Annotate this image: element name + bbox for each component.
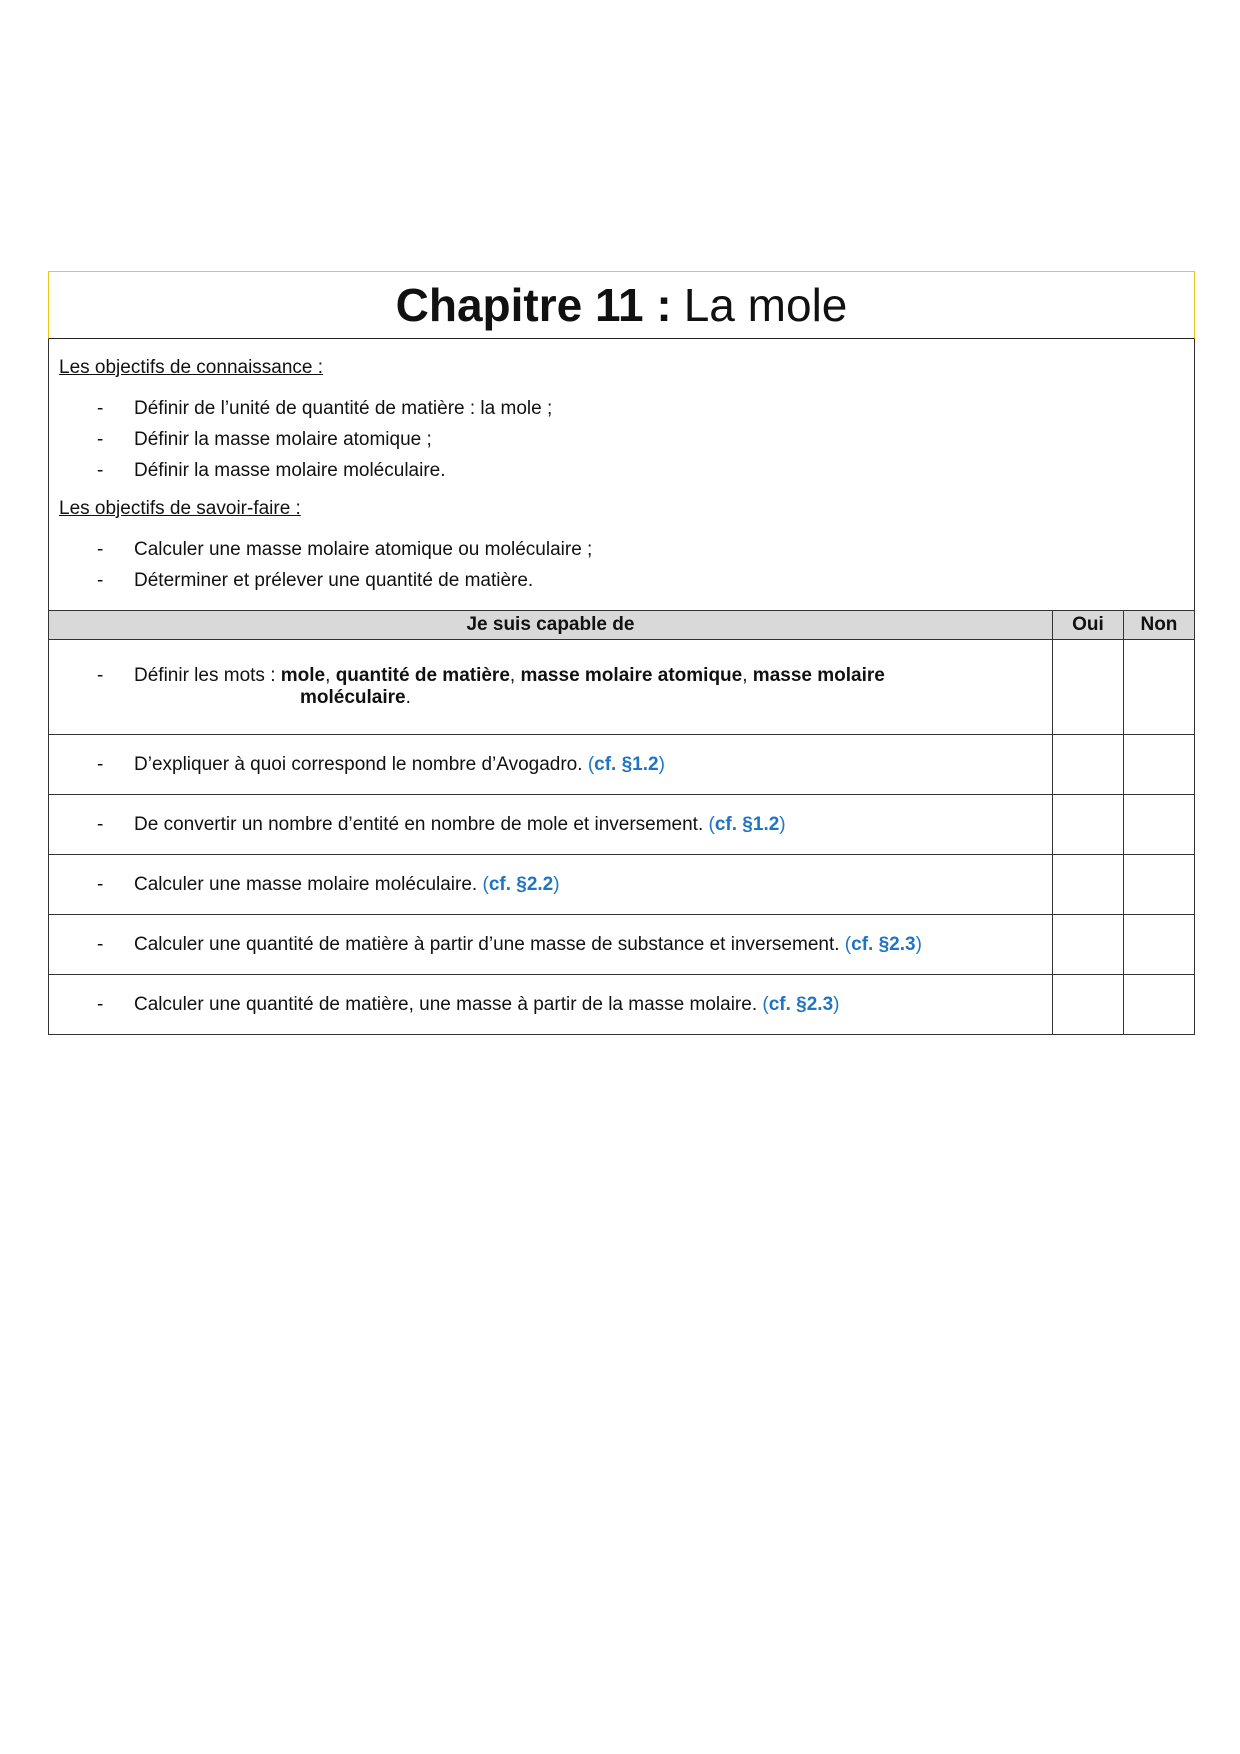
- section-reference: (cf. §1.2): [587, 753, 665, 775]
- self-assessment-table: [48, 610, 1195, 1035]
- header-oui: Oui: [1052, 611, 1123, 640]
- section-reference: (cf. §1.2): [708, 813, 786, 835]
- table-row: [49, 640, 1195, 735]
- skill-cell: - D’expliquer à quoi correspond le nombre d’Avogadro. (cf. §1.2): [49, 735, 1053, 795]
- table-header-row: [49, 611, 1195, 640]
- chapter-title: [48, 271, 1195, 339]
- worksheet: [48, 271, 1195, 1035]
- skill-cell: - Calculer une quantité de matière, une masse à partir de la masse molaire. (cf. §2.3): [49, 975, 1053, 1035]
- objectives-section: [48, 339, 1195, 610]
- non-checkbox-cell[interactable]: [1123, 640, 1194, 735]
- oui-checkbox-cell[interactable]: [1052, 855, 1123, 915]
- header-capable: Je suis capable de: [49, 611, 1053, 640]
- skill-cell: - Définir les mots : mole, quantité de matière, masse molaire atomique, masse molaire moléculaire.: [49, 640, 1053, 735]
- section-reference: (cf. §2.3): [844, 933, 922, 955]
- knowledge-heading: Les objectifs de connaissance :: [59, 357, 324, 378]
- non-checkbox-cell[interactable]: [1123, 735, 1194, 795]
- table-row: [49, 915, 1195, 975]
- non-checkbox-cell[interactable]: [1123, 855, 1194, 915]
- skills-heading: Les objectifs de savoir-faire :: [59, 498, 301, 519]
- knowledge-list: [59, 393, 1194, 486]
- header-non: Non: [1123, 611, 1194, 640]
- skills-list: [59, 534, 1194, 596]
- oui-checkbox-cell[interactable]: [1052, 975, 1123, 1035]
- skill-cell: - Calculer une masse molaire moléculaire. (cf. §2.2): [49, 855, 1053, 915]
- section-reference: (cf. §2.2): [482, 873, 560, 895]
- list-item: - Déterminer et prélever une quantité de matière.: [97, 570, 534, 591]
- table-row: [49, 795, 1195, 855]
- oui-checkbox-cell[interactable]: [1052, 640, 1123, 735]
- list-item: - Calculer une masse molaire atomique ou moléculaire ;: [97, 539, 593, 560]
- chapter-number: Chapitre 11 :: [395, 279, 672, 331]
- list-item: - Définir de l’unité de quantité de matière : la mole ;: [97, 398, 553, 419]
- non-checkbox-cell[interactable]: [1123, 975, 1194, 1035]
- table-row: [49, 975, 1195, 1035]
- skill-cell: - Calculer une quantité de matière à partir d’une masse de substance et inversement. (cf. §2.3): [49, 915, 1053, 975]
- oui-checkbox-cell[interactable]: [1052, 795, 1123, 855]
- chapter-name: La mole: [683, 279, 848, 331]
- skill-cell: - De convertir un nombre d’entité en nombre de mole et inversement. (cf. §1.2): [49, 795, 1053, 855]
- table-row: [49, 735, 1195, 795]
- list-item: - Définir la masse molaire atomique ;: [97, 429, 432, 450]
- section-reference: (cf. §2.3): [762, 993, 840, 1015]
- oui-checkbox-cell[interactable]: [1052, 735, 1123, 795]
- table-row: [49, 855, 1195, 915]
- oui-checkbox-cell[interactable]: [1052, 915, 1123, 975]
- non-checkbox-cell[interactable]: [1123, 795, 1194, 855]
- list-item: - Définir la masse molaire moléculaire.: [97, 460, 446, 481]
- non-checkbox-cell[interactable]: [1123, 915, 1194, 975]
